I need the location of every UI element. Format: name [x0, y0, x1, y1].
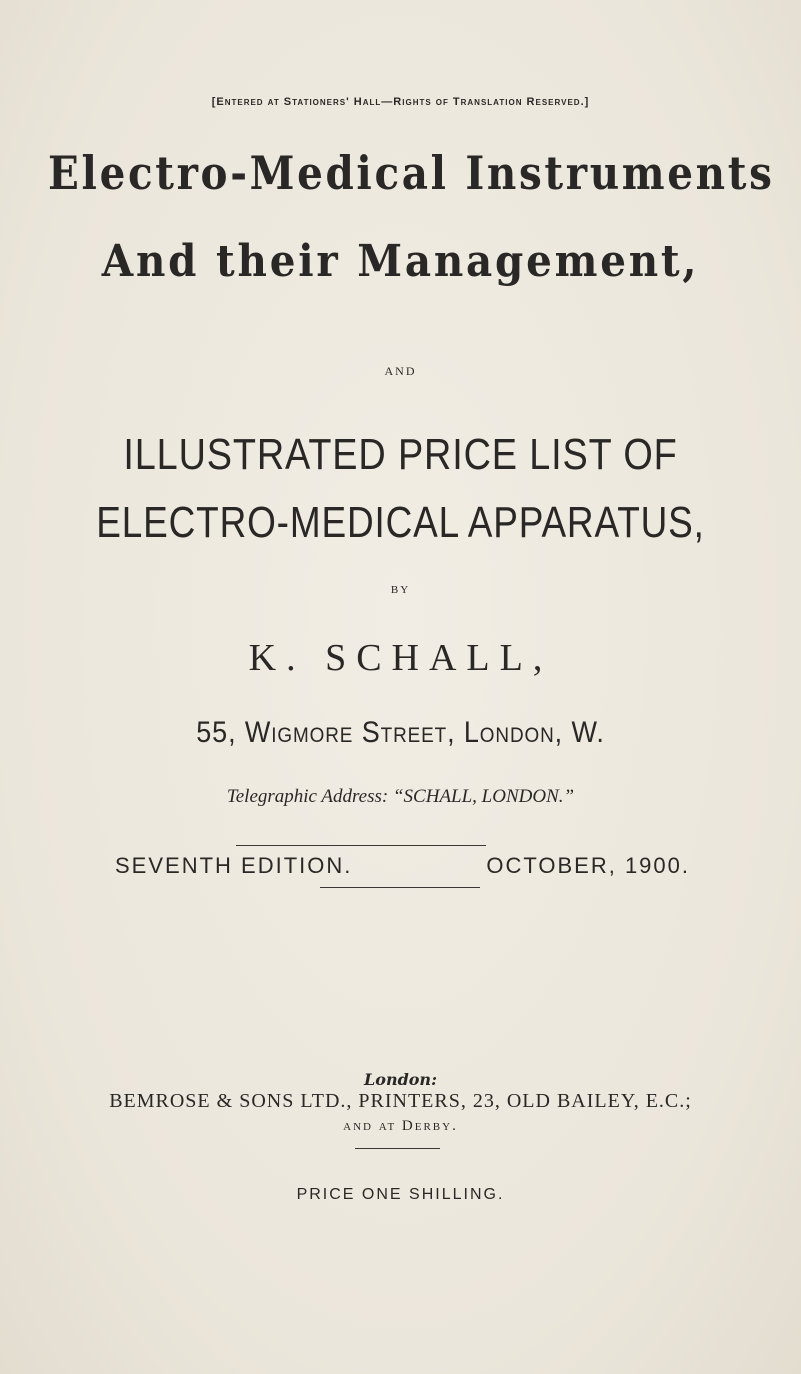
author-name: K. SCHALL, — [248, 637, 553, 679]
publisher-city: London: — [364, 1070, 437, 1089]
entered-note: [Entered at Stationers' Hall—Rights of Translation Reserved.] — [211, 96, 590, 108]
printer-derby: and at Derby. — [343, 1118, 458, 1134]
edition-date: OCTOBER, 1900. — [486, 853, 690, 878]
divider-rule-low — [355, 1148, 440, 1149]
telegraphic-address: Telegraphic Address: “SCHALL, LONDON.” — [226, 786, 575, 807]
printer-imprint: BEMROSE & SONS LTD., PRINTERS, 23, OLD BAILEY, E.C.; — [109, 1090, 692, 1112]
subtitle-line-1: ILLUSTRATED PRICE LIST OF — [123, 430, 678, 479]
subtitle-line-2: ELECTRO-MEDICAL APPARATUS, — [96, 498, 705, 547]
divider-rule-top — [236, 845, 486, 846]
title-line-2: And their Management, — [101, 236, 700, 287]
street-address: 55, Wigmore Street, London, W. — [196, 716, 605, 749]
price-line: PRICE ONE SHILLING. — [296, 1186, 505, 1203]
edition-row — [115, 853, 690, 879]
divider-rule-middle — [320, 887, 480, 888]
and-word: AND — [384, 364, 417, 378]
by-word: BY — [390, 584, 411, 596]
edition-label: SEVENTH EDITION. — [115, 853, 353, 878]
title-line-1: Electro-Medical Instruments — [48, 146, 775, 200]
